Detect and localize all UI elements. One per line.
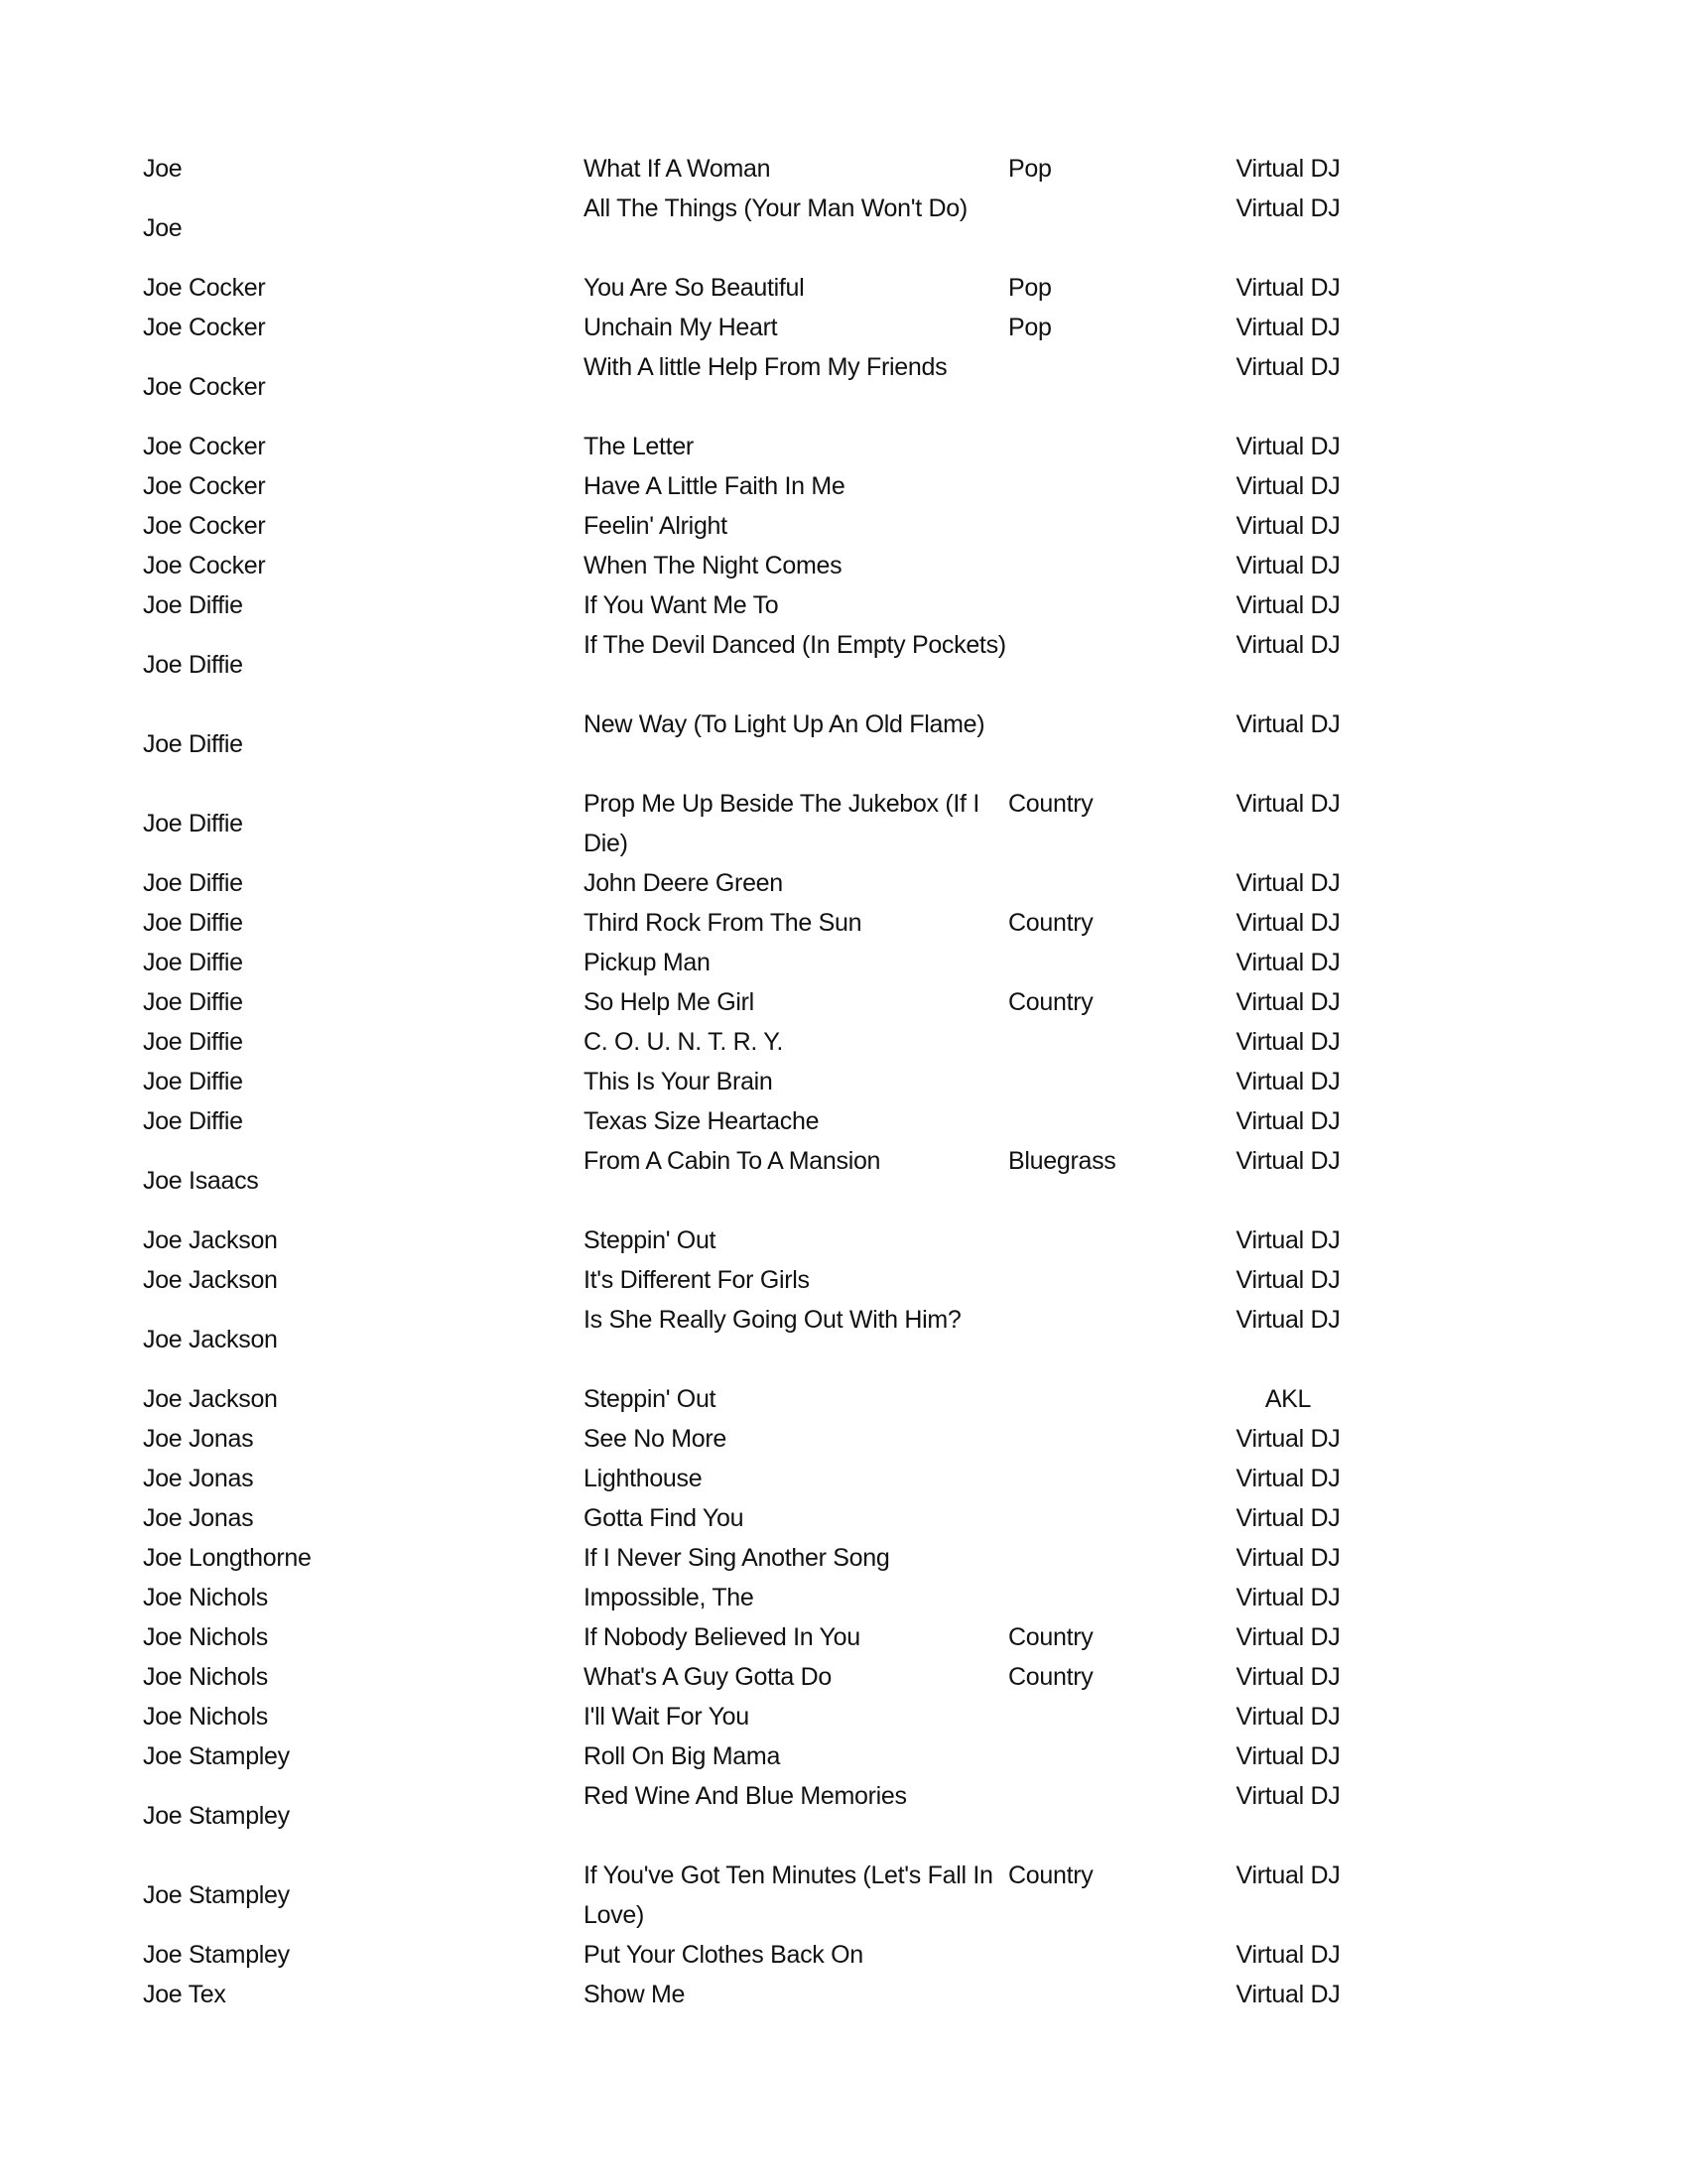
artist-cell: Joe Cocker: [143, 472, 266, 500]
title-cell: Prop Me Up Beside The Jukebox (If I Die): [584, 790, 979, 857]
table-row: [139, 546, 1350, 585]
title-cell: Third Rock From The Sun: [584, 909, 862, 937]
title-cell: New Way (To Light Up An Old Flame): [584, 710, 985, 738]
genre-cell: Country: [1008, 1663, 1094, 1691]
title-cell: If You Want Me To: [584, 591, 779, 619]
title-cell: So Help Me Girl: [584, 988, 754, 1016]
table-row: [139, 1101, 1350, 1141]
genre-cell: Pop: [1008, 155, 1052, 183]
artist-cell: Joe Jackson: [143, 1266, 278, 1294]
title-cell: If I Never Sing Another Song: [584, 1544, 890, 1572]
genre-cell: [1008, 1260, 1227, 1300]
table-row: [139, 1617, 1350, 1657]
genre-cell: [1008, 943, 1227, 982]
table-row: [139, 1856, 1350, 1935]
table-row: [139, 1379, 1350, 1419]
artist-cell: Joe Diffie: [143, 651, 243, 679]
song-list-table: [139, 149, 1350, 2014]
genre-cell: [1008, 1935, 1227, 1975]
table-row: [139, 1935, 1350, 1975]
genre-cell: [1008, 1062, 1227, 1101]
table-row: [139, 1736, 1350, 1776]
title-cell: If The Devil Danced (In Empty Pockets): [584, 631, 1006, 659]
table-row: [139, 1538, 1350, 1578]
artist-cell: Joe Cocker: [143, 512, 266, 540]
genre-cell: [1008, 1776, 1227, 1856]
title-cell: What's A Guy Gotta Do: [584, 1663, 832, 1691]
artist-cell: Joe Diffie: [143, 909, 243, 937]
source-cell: Virtual DJ: [1235, 1981, 1341, 2008]
genre-cell: [1008, 1498, 1227, 1538]
source-cell: Virtual DJ: [1235, 433, 1341, 460]
table-row: [139, 1975, 1350, 2014]
table-row: [139, 1062, 1350, 1101]
genre-cell: [1008, 466, 1227, 506]
table-row: [139, 149, 1350, 189]
title-cell: See No More: [584, 1425, 726, 1453]
source-cell: Virtual DJ: [1235, 710, 1341, 738]
artist-cell: Joe Cocker: [143, 373, 266, 401]
genre-cell: Country: [1008, 909, 1094, 937]
source-cell: Virtual DJ: [1235, 790, 1341, 818]
source-cell: Virtual DJ: [1235, 472, 1341, 500]
table-row: [139, 982, 1350, 1022]
genre-cell: [1008, 1419, 1227, 1459]
artist-cell: Joe Diffie: [143, 869, 243, 897]
artist-cell: Joe Nichols: [143, 1623, 268, 1651]
title-cell: All The Things (Your Man Won't Do): [584, 194, 968, 222]
genre-cell: [1008, 705, 1227, 784]
title-cell: From A Cabin To A Mansion: [584, 1147, 881, 1175]
source-cell: Virtual DJ: [1235, 988, 1341, 1016]
title-cell: Steppin' Out: [584, 1226, 716, 1254]
artist-cell: Joe Diffie: [143, 949, 243, 976]
title-cell: Roll On Big Mama: [584, 1742, 781, 1770]
title-cell: Have A Little Faith In Me: [584, 472, 845, 500]
title-cell: Unchain My Heart: [584, 314, 778, 341]
genre-cell: [1008, 1538, 1227, 1578]
artist-cell: Joe Diffie: [143, 730, 243, 758]
artist-cell: Joe Tex: [143, 1981, 226, 2008]
table-row: [139, 1459, 1350, 1498]
source-cell: Virtual DJ: [1235, 1862, 1341, 1889]
table-row: [139, 1022, 1350, 1062]
table-row: [139, 1260, 1350, 1300]
title-cell: I'll Wait For You: [584, 1703, 749, 1731]
title-cell: C. O. U. N. T. R. Y.: [584, 1028, 784, 1056]
table-row: [139, 1419, 1350, 1459]
artist-cell: Joe Diffie: [143, 1028, 243, 1056]
title-cell: Impossible, The: [584, 1584, 754, 1611]
title-cell: This Is Your Brain: [584, 1068, 773, 1095]
title-cell: Feelin' Alright: [584, 512, 727, 540]
source-cell: Virtual DJ: [1235, 591, 1341, 619]
source-cell: Virtual DJ: [1235, 314, 1341, 341]
artist-cell: Joe Jonas: [143, 1465, 254, 1492]
genre-cell: [1008, 1022, 1227, 1062]
artist-cell: Joe Diffie: [143, 988, 243, 1016]
title-cell: If You've Got Ten Minutes (Let's Fall In Love): [584, 1862, 993, 1929]
source-cell: Virtual DJ: [1235, 1623, 1341, 1651]
genre-cell: [1008, 427, 1227, 466]
source-cell: Virtual DJ: [1235, 1663, 1341, 1691]
source-cell: Virtual DJ: [1235, 1028, 1341, 1056]
table-row: [139, 585, 1350, 625]
source-cell: Virtual DJ: [1235, 1147, 1341, 1175]
artist-cell: Joe Cocker: [143, 552, 266, 579]
song-list-body: [139, 149, 1350, 2014]
table-row: [139, 625, 1350, 705]
source-cell: Virtual DJ: [1235, 1703, 1341, 1731]
source-cell: Virtual DJ: [1235, 552, 1341, 579]
source-cell: Virtual DJ: [1235, 1107, 1341, 1135]
artist-cell: Joe Jonas: [143, 1425, 254, 1453]
source-cell: Virtual DJ: [1235, 1068, 1341, 1095]
source-cell: Virtual DJ: [1235, 631, 1341, 659]
artist-cell: Joe Diffie: [143, 810, 243, 837]
genre-cell: [1008, 1379, 1227, 1419]
table-row: [139, 308, 1350, 347]
genre-cell: [1008, 546, 1227, 585]
source-cell: Virtual DJ: [1235, 155, 1341, 183]
artist-cell: Joe: [143, 155, 183, 183]
source-cell: Virtual DJ: [1235, 274, 1341, 302]
source-cell: Virtual DJ: [1235, 1504, 1341, 1532]
title-cell: Red Wine And Blue Memories: [584, 1782, 907, 1810]
title-cell: Steppin' Out: [584, 1385, 716, 1413]
artist-cell: Joe Stampley: [143, 1881, 290, 1909]
genre-cell: [1008, 863, 1227, 903]
table-row: [139, 466, 1350, 506]
source-cell: Virtual DJ: [1235, 869, 1341, 897]
genre-cell: [1008, 1697, 1227, 1736]
genre-cell: Country: [1008, 1862, 1094, 1889]
table-row: [139, 1498, 1350, 1538]
genre-cell: Bluegrass: [1008, 1147, 1116, 1175]
artist-cell: Joe: [143, 214, 183, 242]
source-cell: Virtual DJ: [1235, 512, 1341, 540]
artist-cell: Joe Stampley: [143, 1742, 290, 1770]
genre-cell: Country: [1008, 988, 1094, 1016]
source-cell: Virtual DJ: [1235, 1266, 1341, 1294]
title-cell: It's Different For Girls: [584, 1266, 810, 1294]
artist-cell: Joe Isaacs: [143, 1167, 259, 1195]
table-row: [139, 1776, 1350, 1856]
table-row: [139, 506, 1350, 546]
title-cell: Is She Really Going Out With Him?: [584, 1306, 962, 1334]
title-cell: Pickup Man: [584, 949, 711, 976]
artist-cell: Joe Jonas: [143, 1504, 254, 1532]
table-row: [139, 1657, 1350, 1697]
genre-cell: [1008, 347, 1227, 427]
table-row: [139, 1697, 1350, 1736]
artist-cell: Joe Nichols: [143, 1663, 268, 1691]
artist-cell: Joe Nichols: [143, 1584, 268, 1611]
source-cell: Virtual DJ: [1235, 353, 1341, 381]
source-cell: Virtual DJ: [1235, 1425, 1341, 1453]
source-cell: Virtual DJ: [1235, 949, 1341, 976]
table-row: [139, 863, 1350, 903]
genre-cell: [1008, 1578, 1227, 1617]
table-row: [139, 705, 1350, 784]
title-cell: Lighthouse: [584, 1465, 703, 1492]
source-cell: Virtual DJ: [1235, 1941, 1341, 1969]
artist-cell: Joe Diffie: [143, 1107, 243, 1135]
artist-cell: Joe Diffie: [143, 591, 243, 619]
genre-cell: [1008, 1736, 1227, 1776]
table-row: [139, 1141, 1350, 1220]
source-cell: Virtual DJ: [1235, 1782, 1341, 1810]
title-cell: With A little Help From My Friends: [584, 353, 948, 381]
artist-cell: Joe Cocker: [143, 314, 266, 341]
artist-cell: Joe Longthorne: [143, 1544, 312, 1572]
title-cell: When The Night Comes: [584, 552, 843, 579]
genre-cell: [1008, 585, 1227, 625]
genre-cell: Country: [1008, 1623, 1094, 1651]
source-cell: Virtual DJ: [1235, 194, 1341, 222]
table-row: [139, 943, 1350, 982]
title-cell: Gotta Find You: [584, 1504, 744, 1532]
title-cell: The Letter: [584, 433, 694, 460]
table-row: [139, 427, 1350, 466]
artist-cell: Joe Stampley: [143, 1802, 290, 1830]
genre-cell: [1008, 1459, 1227, 1498]
table-row: [139, 1300, 1350, 1379]
source-cell: Virtual DJ: [1235, 1742, 1341, 1770]
title-cell: Texas Size Heartache: [584, 1107, 820, 1135]
title-cell: You Are So Beautiful: [584, 274, 805, 302]
source-cell: Virtual DJ: [1235, 909, 1341, 937]
genre-cell: [1008, 1300, 1227, 1379]
source-cell: Virtual DJ: [1235, 1226, 1341, 1254]
title-cell: Put Your Clothes Back On: [584, 1941, 863, 1969]
title-cell: Show Me: [584, 1981, 686, 2008]
artist-cell: Joe Jackson: [143, 1326, 278, 1353]
artist-cell: Joe Jackson: [143, 1385, 278, 1413]
table-row: [139, 189, 1350, 268]
artist-cell: Joe Diffie: [143, 1068, 243, 1095]
table-row: [139, 784, 1350, 863]
genre-cell: Pop: [1008, 314, 1052, 341]
artist-cell: Joe Nichols: [143, 1703, 268, 1731]
source-cell: AKL: [1264, 1385, 1312, 1413]
genre-cell: [1008, 1220, 1227, 1260]
genre-cell: [1008, 625, 1227, 705]
source-cell: Virtual DJ: [1235, 1584, 1341, 1611]
genre-cell: Pop: [1008, 274, 1052, 302]
source-cell: Virtual DJ: [1235, 1465, 1341, 1492]
artist-cell: Joe Stampley: [143, 1941, 290, 1969]
artist-cell: Joe Cocker: [143, 433, 266, 460]
genre-cell: [1008, 189, 1227, 268]
source-cell: Virtual DJ: [1235, 1306, 1341, 1334]
table-row: [139, 347, 1350, 427]
table-row: [139, 1578, 1350, 1617]
title-cell: John Deere Green: [584, 869, 783, 897]
genre-cell: [1008, 1101, 1227, 1141]
genre-cell: Country: [1008, 790, 1094, 818]
title-cell: If Nobody Believed In You: [584, 1623, 860, 1651]
table-row: [139, 903, 1350, 943]
table-row: [139, 268, 1350, 308]
table-row: [139, 1220, 1350, 1260]
artist-cell: Joe Cocker: [143, 274, 266, 302]
genre-cell: [1008, 506, 1227, 546]
source-cell: Virtual DJ: [1235, 1544, 1341, 1572]
genre-cell: [1008, 1975, 1227, 2014]
artist-cell: Joe Jackson: [143, 1226, 278, 1254]
title-cell: What If A Woman: [584, 155, 771, 183]
